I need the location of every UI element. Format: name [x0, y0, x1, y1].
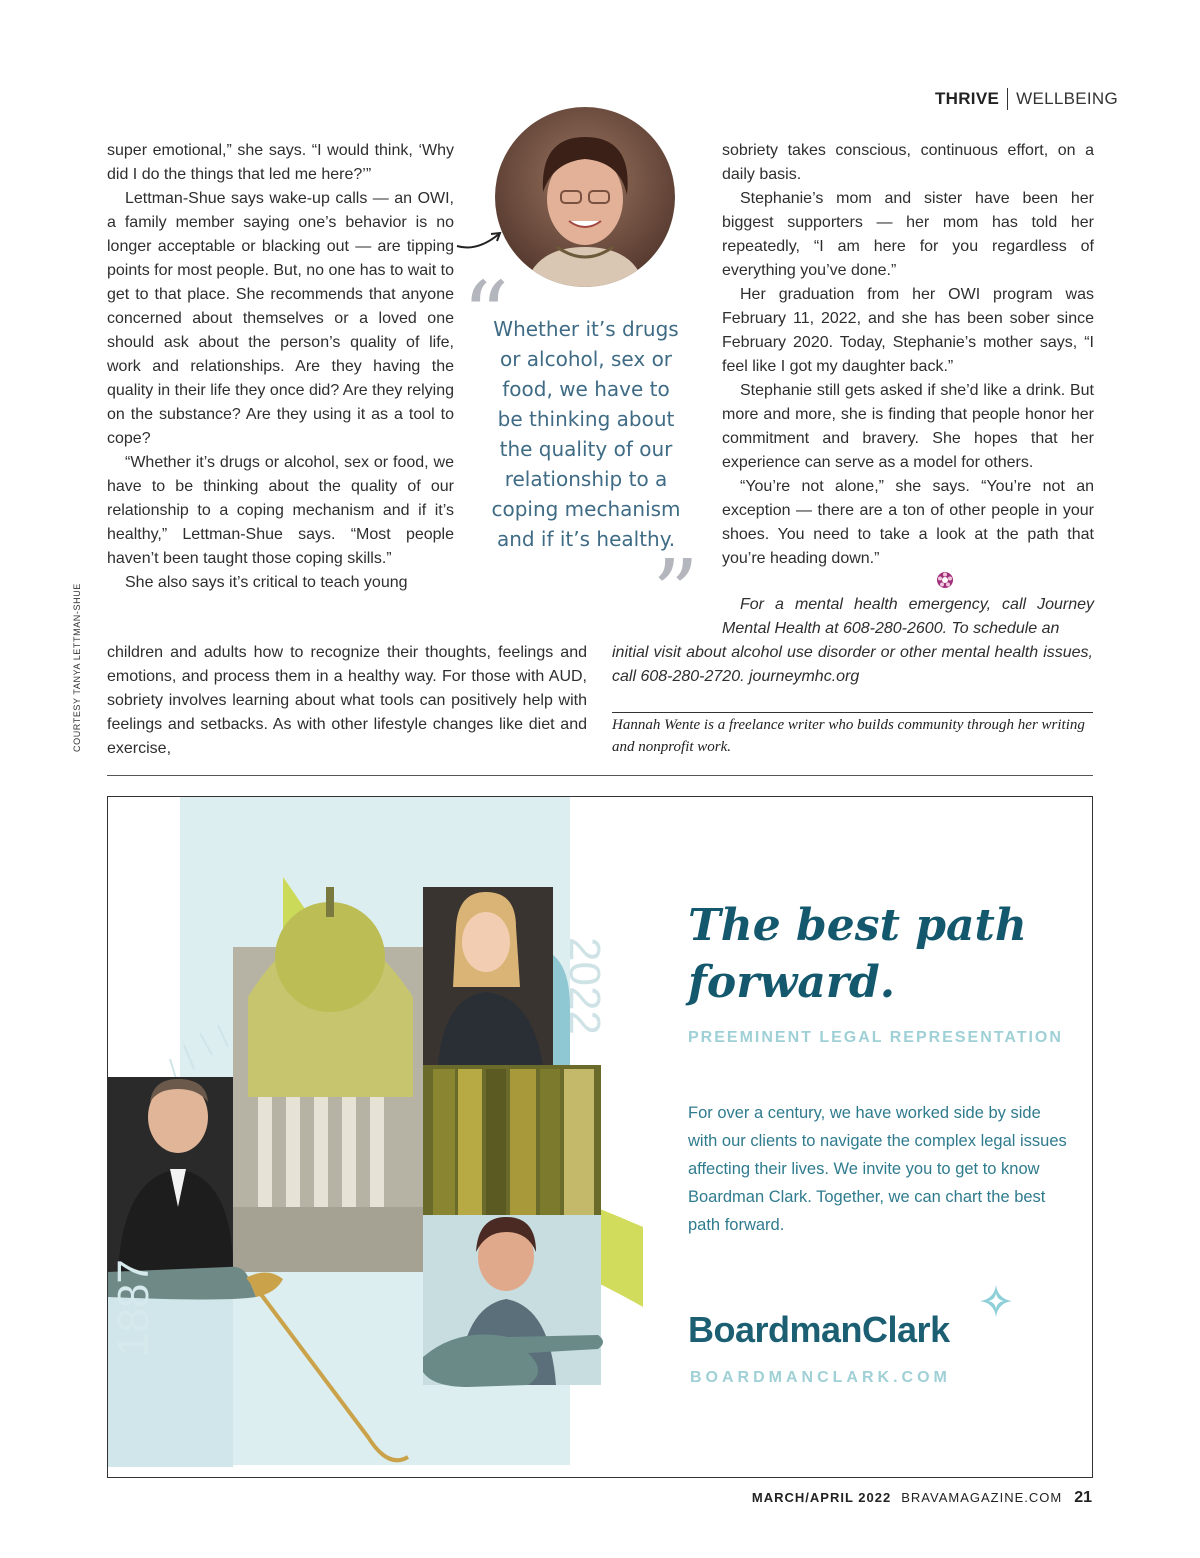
article-column-left — [107, 139, 454, 595]
pull-quote: Whether it’s drugs or alcohol, sex or food, we have to be thinking about the quality of our relationship to a coping mechanism and if it’s healthy. — [491, 317, 681, 551]
paragraph: children and adults how to recognize their thoughts, feelings and emotions, and process them in a healthy way. For those with AUD, sobriety involves learning about what tools can positively help with feelings and setbacks. As with other lifestyle changes like diet and exercise, — [107, 644, 587, 757]
close-quote-icon: ” — [652, 540, 700, 647]
ad-headline-line: forward. — [688, 957, 896, 1008]
ad-year-start: 1887 — [109, 1259, 158, 1357]
closing-note-end — [612, 641, 1093, 689]
arrow-icon — [455, 228, 505, 254]
ad-headline-line: The best path — [688, 900, 1027, 951]
section-header — [935, 88, 1118, 110]
subsection-name: WELLBEING — [1016, 89, 1118, 108]
ad-logo: BoardmanClark — [688, 1309, 950, 1350]
paragraph: initial visit about alcohol use disorder or other mental health issues, call 608-280-2720. journeymhc.org — [612, 644, 1093, 685]
ad-tagline: PREEMINENT LEGAL REPRESENTATION — [688, 1029, 1063, 1046]
paragraph: She also says it’s critical to teach young — [125, 574, 408, 591]
ad-body-copy: For over a century, we have worked side by side with our clients to navigate the complex legal issues affecting their lives. We invite you to get to know Boardman Clark. Together, we can chart the best path forward. — [688, 1104, 1067, 1234]
issue-date: MARCH/APRIL 2022 — [751, 1490, 892, 1505]
article-end-rule — [107, 775, 1093, 776]
byline-rule — [612, 712, 1093, 713]
paragraph: Lettman-Shue says wake-up calls — an OWI, a family member saying one’s behavior is no longer acceptable or blacking out — are tipping points for most people. But, no one has to wait to get to that place. She recommends that anyone concerned about themselves or a loved one should ask about the person’s quality of life, work and relationships. Are they having the quality in their life they once did? Are they relying on the substance? Are they using it as a tool to cope? — [107, 190, 454, 447]
paragraph: Her graduation from her OWI program was February 11, 2022, and she has been sober since February 2020. Today, Stephanie’s mother says, “I feel like I got my daughter back.” — [722, 286, 1094, 375]
ad-collage-image — [108, 797, 648, 1477]
open-quote-icon: “ — [462, 262, 510, 369]
header-divider — [1007, 88, 1008, 110]
advertisement[interactable] — [107, 796, 1093, 1478]
paragraph: super emotional,” she says. “I would think, ‘Why did I do the things that led me here?’” — [107, 142, 454, 183]
magazine-site: BRAVAMAGAZINE.COM — [901, 1490, 1063, 1505]
section-name: THRIVE — [934, 89, 1000, 108]
author-byline: Hannah Wente is a freelance writer who builds community through her writing and nonprofit work. — [612, 717, 1085, 755]
page-footer — [752, 1489, 1092, 1507]
end-mark-flower-icon — [936, 571, 954, 589]
article-column-right — [722, 139, 1094, 571]
paragraph: sobriety takes conscious, continuous effort, on a daily basis. — [722, 142, 1094, 183]
author-portrait — [495, 107, 675, 287]
ad-website-link[interactable]: BOARDMANCLARK.COM — [690, 1369, 951, 1386]
paragraph: For a mental health emergency, call Journey Mental Health at 608-280-2600. To schedule an — [722, 596, 1094, 637]
ad-headline — [688, 897, 1027, 1011]
paragraph: “Whether it’s drugs or alcohol, sex or food, we have to be thinking about the quality of our relationship to a coping mechanism and if it’s healthy,” Lettman-Shue says. “Most people haven’t been taught those coping skills.” — [107, 454, 454, 567]
paragraph: Stephanie’s mom and sister have been her biggest supporters — her mom has told her repeatedly, “I am here for you regardless of everything you’ve done.” — [722, 190, 1094, 279]
paragraph: “You’re not alone,” she says. “You’re not an exception — there are a ton of other people in your shoes. You need to take a look at the path that you’re heading down.” — [722, 478, 1094, 567]
closing-note-start — [722, 593, 1094, 641]
ad-year-end: 2022 — [560, 937, 609, 1035]
paragraph: Stephanie still gets asked if she’d like a drink. But more and more, she is finding that people honor her commitment and bravery. She hopes that her experience can serve as a model for others. — [722, 382, 1094, 471]
sparkle-icon — [978, 1283, 1014, 1319]
photo-credit: COURTESY TANYA LETTMAN-SHUE — [72, 583, 82, 752]
article-column-wide — [107, 641, 587, 761]
page-number: 21 — [1074, 1489, 1092, 1506]
